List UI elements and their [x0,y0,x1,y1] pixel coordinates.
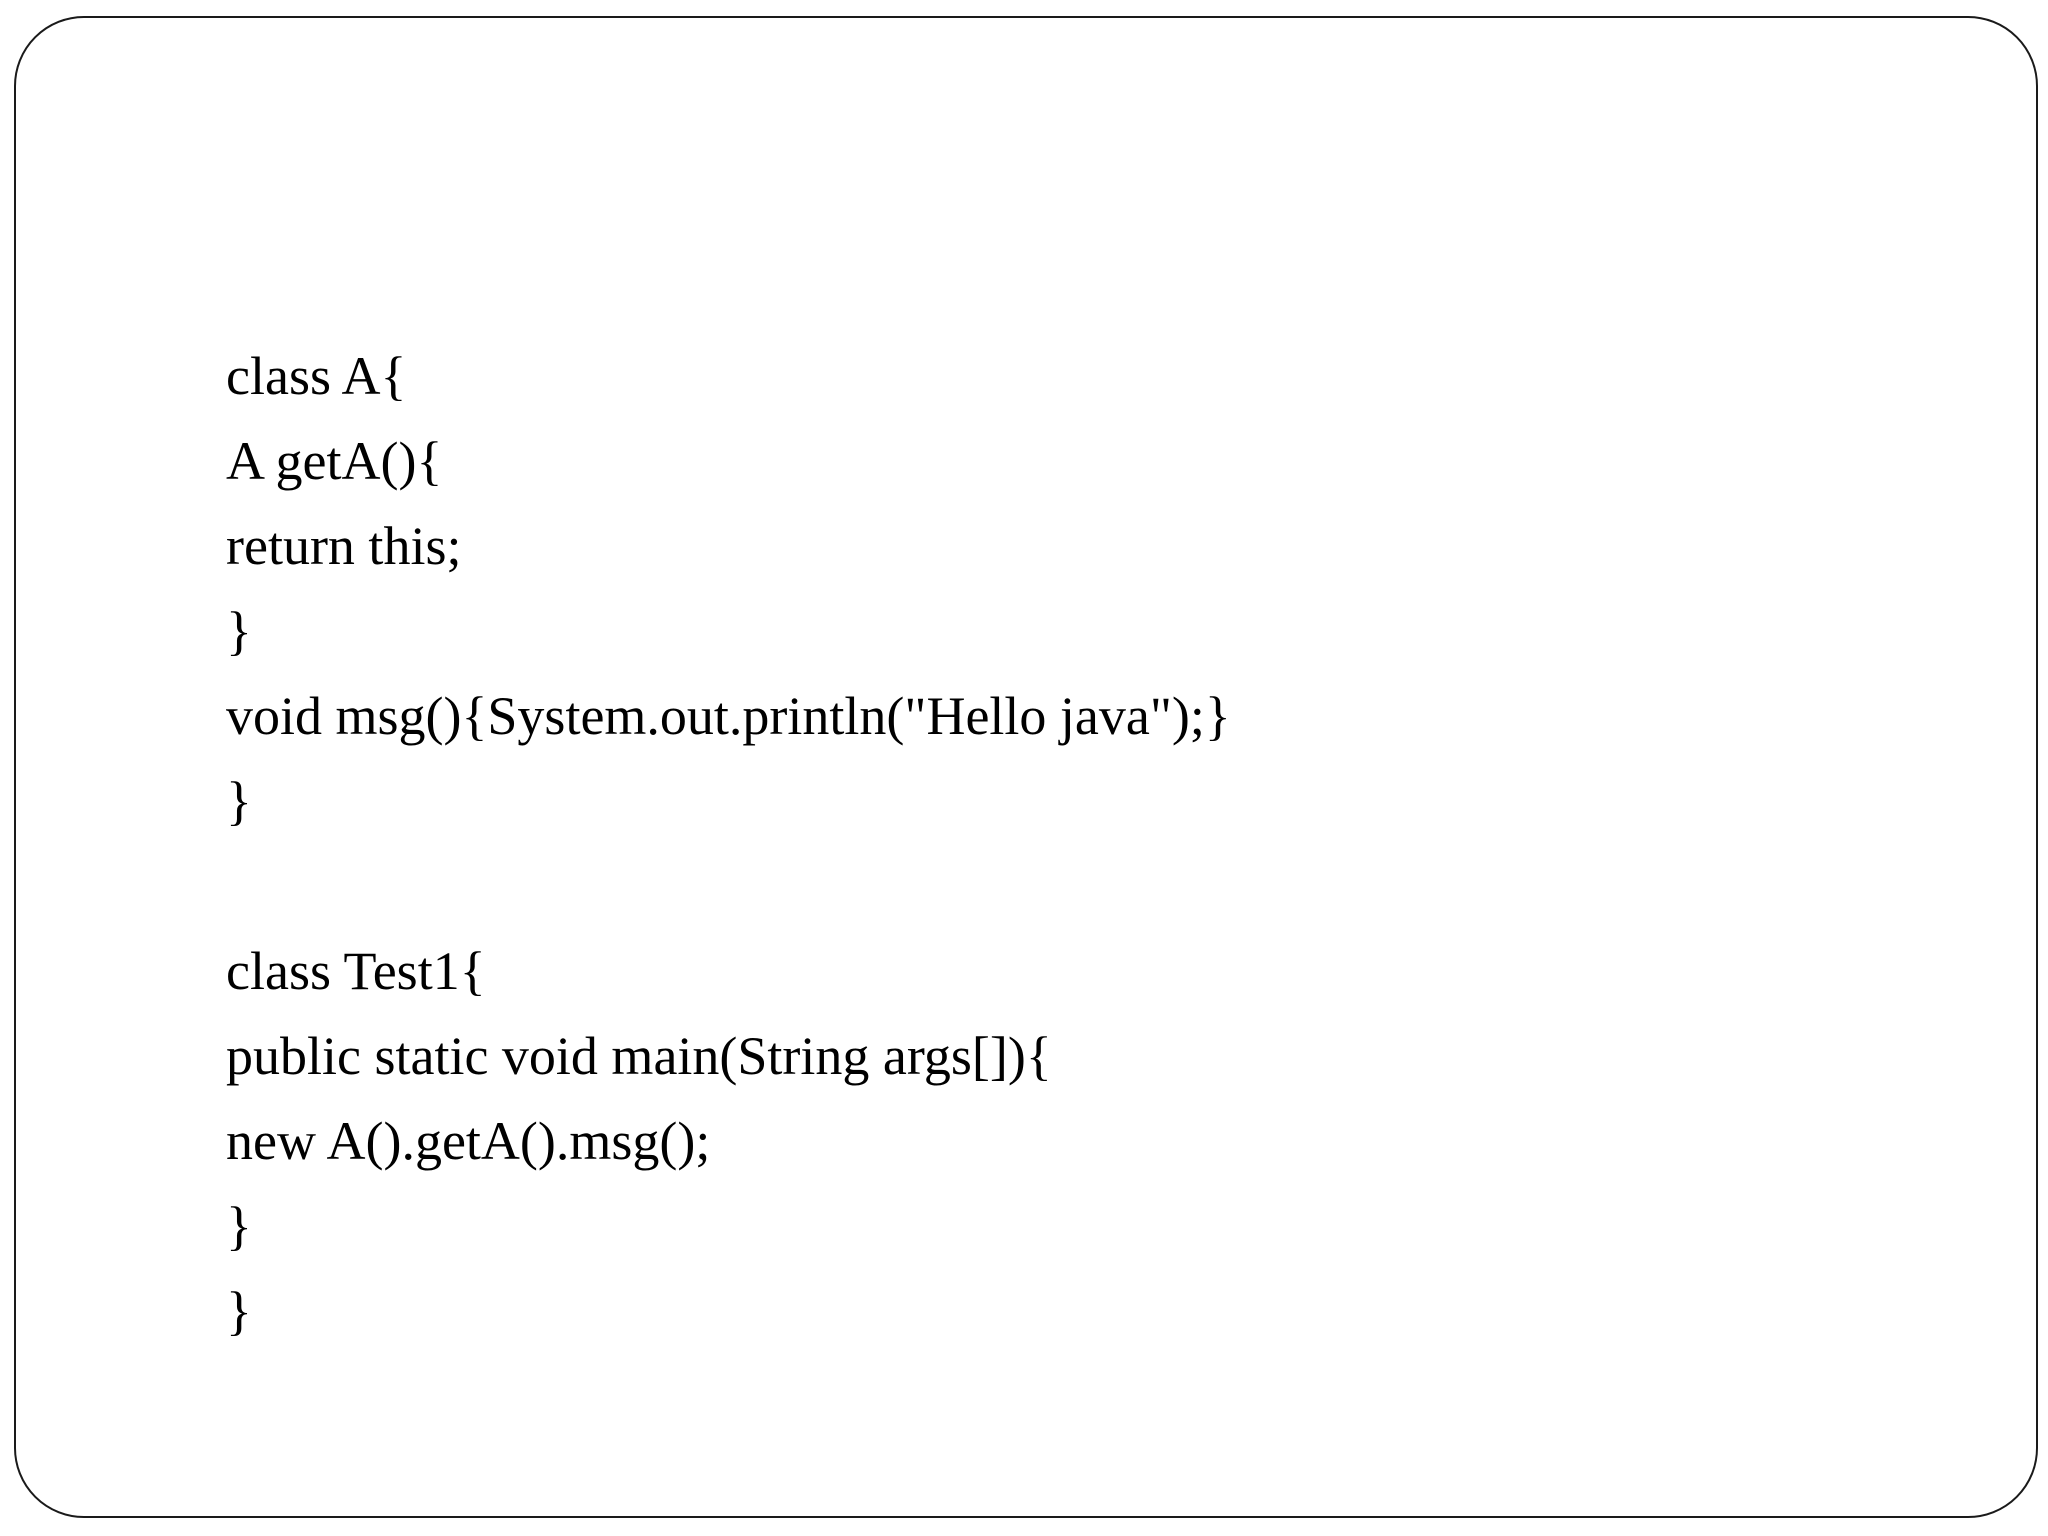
code-block [226,334,1231,1354]
code-line: } [226,601,252,661]
code-line: public static void main(String args[]){ [226,1026,1052,1086]
code-line: A getA(){ [226,431,443,491]
code-line: return this; [226,516,462,576]
code-line: class Test1{ [226,941,486,1001]
code-line: class A{ [226,346,407,406]
code-line: } [226,1281,252,1341]
code-line: } [226,771,252,831]
code-line: new A().getA().msg(); [226,1111,711,1171]
code-line: } [226,1196,252,1256]
code-line: void msg(){System.out.println("Hello java");} [226,686,1231,746]
code-line-blank [226,844,1231,929]
